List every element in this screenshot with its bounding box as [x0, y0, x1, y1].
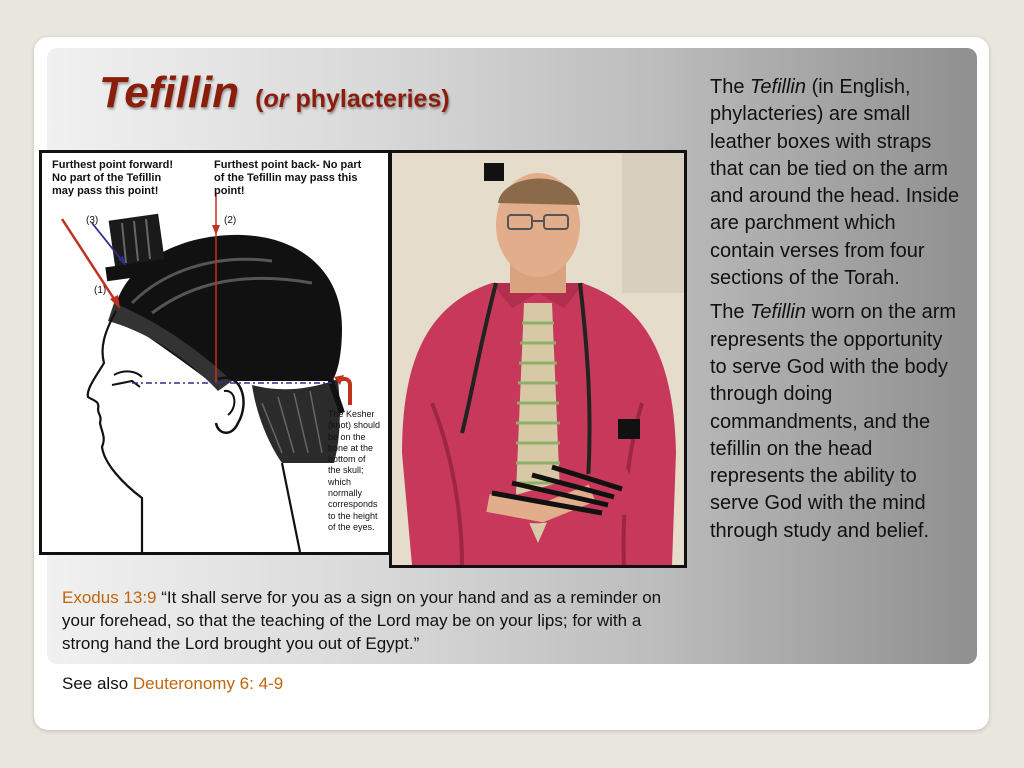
paragraph-definition: The Tefillin (in English, phylacteries) are small leather boxes with straps that can be tied on the arm and around the head. Inside are parchment which contain verses from four sections of the Torah.: [710, 76, 960, 290]
see-also-reference-link[interactable]: Deuteronomy 6: 4-9: [132, 674, 284, 693]
title-subtitle: (or phylacteries): [255, 85, 450, 113]
title-main: Tefillin: [99, 68, 240, 117]
label-furthest-forward: Furthest point forward! No part of the Tefillin may pass this point!: [52, 159, 173, 197]
explanation-text: [710, 74, 962, 552]
title-subtitle-rest: phylacteries: [295, 85, 442, 113]
verse-quote: [62, 586, 692, 655]
term-tefillin: Tefillin: [750, 301, 806, 324]
kesher-note: The Kesher (knot) should be on the bone at the bottom of the skull; which normally corresponds to the height of the eyes.: [328, 409, 381, 532]
paragraph-meaning: The Tefillin worn on the arm represents the opportunity to serve God with the body through doing commandments, and the tefillin on the head represents the ability to serve God with the mind through study and belief.: [710, 301, 957, 542]
term-tefillin: Tefillin: [750, 76, 806, 98]
marker-1: (1): [94, 285, 107, 296]
slide-title: [99, 68, 450, 118]
tefillin-photo: [389, 150, 687, 568]
verse-reference-link[interactable]: Exodus 13:9: [62, 588, 157, 607]
title-subtitle-or: or: [263, 85, 289, 113]
marker-2: (2): [224, 215, 237, 226]
marker-3: (3): [86, 215, 99, 226]
tefillin-placement-diagram: [39, 150, 391, 555]
label-furthest-back: Furthest point back- No part of the Tefillin may pass this point!: [214, 159, 362, 197]
verse-text: “It shall serve for you as a sign on your hand and as a reminder on your forehead, so that the teaching of the Lord may be on your lips; for with a strong hand the Lord brought you out of Egypt.”: [62, 588, 662, 653]
man-wearing-tefillin-image: [392, 153, 684, 565]
see-also: See also Deuteronomy 6: 4-9: [62, 674, 284, 693]
